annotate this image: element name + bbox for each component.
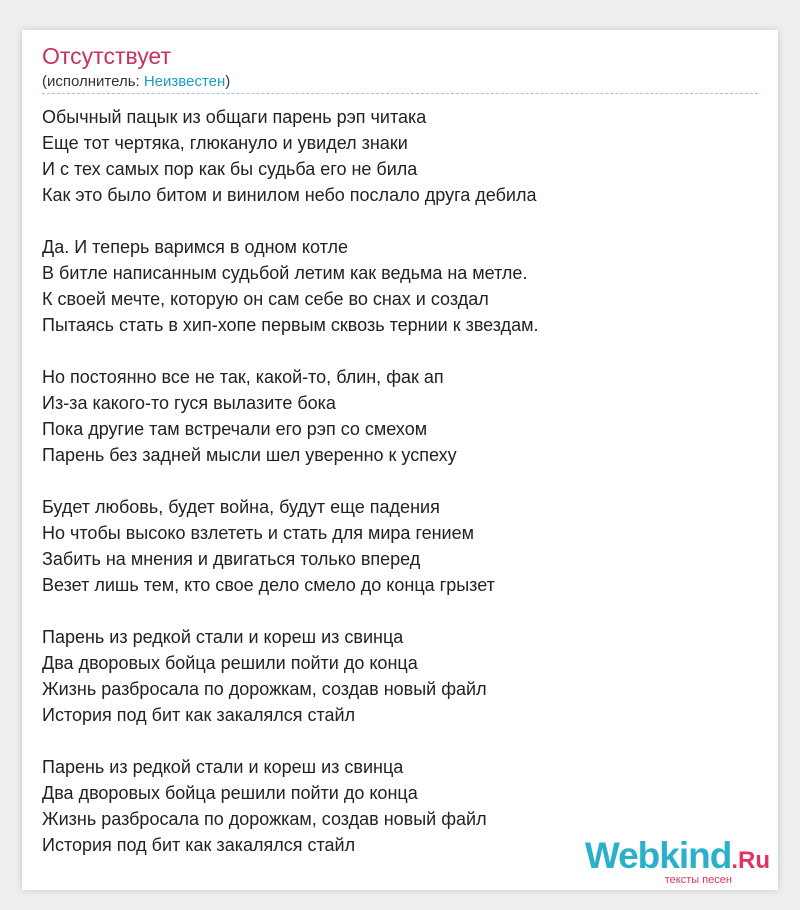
lyric-line: Парень из редкой стали и кореш из свинца (42, 757, 404, 777)
lyric-line: Из-за какого-то гуся вылазите бока (42, 393, 336, 413)
artist-line (42, 73, 230, 91)
artist-suffix: ) (225, 73, 231, 90)
lyric-line: Два дворовых бойца решили пойти до конца (42, 783, 418, 803)
lyric-line: Но чтобы высоко взлететь и стать для мира гением (42, 523, 474, 543)
lyric-line: В битле написанным судьбой летим как ведьма на метле. (42, 263, 528, 283)
lyric-line: Будет любовь, будет война, будут еще падения (42, 497, 440, 517)
lyric-line: Забить на мнения и двигаться только вперед (42, 549, 421, 569)
lyric-line: Но постоянно все не так, какой-то, блин, фак ап (42, 367, 444, 387)
lyric-line: Жизнь разбросала по дорожкам, создав новый файл (42, 809, 487, 829)
lyrics-card (22, 30, 778, 890)
lyric-line: К своей мечте, которую он сам себе во снах и создал (42, 289, 489, 309)
lyric-line: Два дворовых бойца решили пойти до конца (42, 653, 418, 673)
artist-prefix: (исполнитель: (42, 73, 144, 90)
brand-tld: .Ru (731, 847, 770, 874)
lyric-line: Да. И теперь варимся в одном котле (42, 237, 348, 257)
lyric-line: Парень без задней мысли шел уверенно к успеху (42, 445, 457, 465)
lyric-line: Пытаясь стать в хип-хопе первым сквозь тернии к звездам. (42, 315, 539, 335)
lyric-line: История под бит как закалялся стайл (42, 705, 356, 725)
lyrics-text (42, 104, 758, 884)
song-title: Отсутствует (42, 43, 171, 69)
stanza-2 (42, 234, 758, 338)
stanza-4 (42, 494, 758, 598)
lyric-line: Еще тот чертяка, глюкануло и увидел знаки (42, 133, 408, 153)
brand-name: Webkind (584, 835, 732, 876)
stanza-1 (42, 104, 758, 208)
lyric-line: История под бит как закалялся стайл (42, 835, 356, 855)
artist-link[interactable]: Неизвестен (143, 73, 226, 90)
lyric-line: Везет лишь тем, кто свое дело смело до конца грызет (42, 575, 495, 595)
lyric-line: Парень из редкой стали и кореш из свинца (42, 627, 404, 647)
lyric-line: Как это было битом и винилом небо послало друга дебила (42, 185, 537, 205)
brand-tagline: тексты песен (664, 874, 732, 886)
lyric-line: И с тех самых пор как бы судьба его не била (42, 159, 418, 179)
stanza-3 (42, 364, 758, 468)
stanza-5 (42, 624, 758, 728)
lyric-line: Жизнь разбросала по дорожкам, создав новый файл (42, 679, 487, 699)
header-divider (42, 93, 758, 94)
lyric-line: Пока другие там встречали его рэп со смехом (42, 419, 428, 439)
lyric-line: Обычный пацык из общаги парень рэп читака (42, 107, 427, 127)
webkind-logo[interactable] (570, 835, 770, 886)
